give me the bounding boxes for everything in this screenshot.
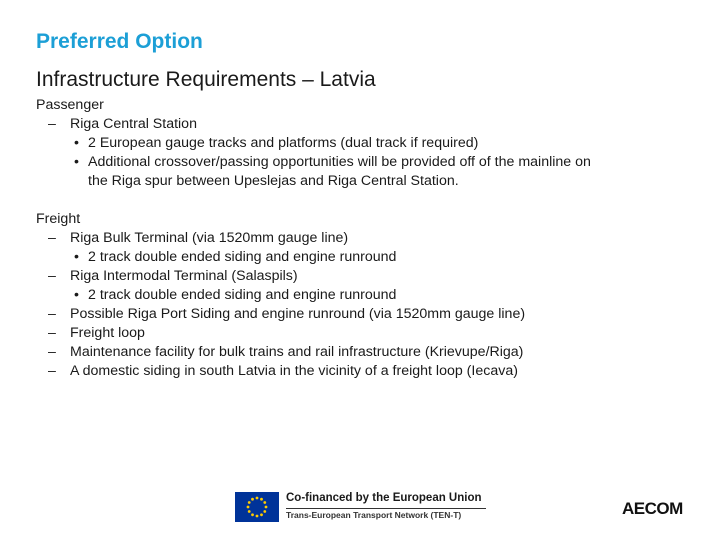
list-item [36, 267, 696, 286]
slide-subheading: Infrastructure Requirements – Latvia [36, 68, 376, 91]
list-item [36, 115, 696, 134]
list-item [36, 343, 696, 362]
passenger-title: Passenger [36, 97, 104, 113]
section-spacer [36, 191, 696, 210]
slide-heading: Preferred Option [36, 30, 203, 53]
dash-marker: – [48, 363, 56, 379]
aecom-logo: AECOM [622, 499, 683, 518]
list-item-label: Riga Bulk Terminal (via 1520mm gauge line) [70, 230, 349, 246]
dash-marker: – [48, 268, 56, 284]
dash-marker: – [48, 306, 56, 322]
slide-body [36, 96, 696, 381]
list-item-label: Possible Riga Port Siding and engine runround (via 1520mm gauge line) [70, 306, 526, 322]
dash-marker: – [48, 325, 56, 341]
list-subitem-text: Additional crossover/passing opportunities will be provided off of the mainline on [88, 154, 591, 170]
list-item [36, 305, 696, 324]
eu-flag-icon [235, 492, 279, 522]
list-item [36, 324, 696, 343]
bullet-marker: • [74, 249, 79, 265]
bullet-marker: • [74, 135, 79, 151]
list-item-label: Riga Central Station [70, 116, 197, 132]
dash-marker: – [48, 230, 56, 246]
list-item [36, 362, 696, 381]
ten-t-text: Trans-European Transport Network (TEN-T) [286, 510, 462, 520]
list-item-label: A domestic siding in south Latvia in the vicinity of a freight loop (Iecava) [70, 363, 518, 379]
list-subitem-text: 2 European gauge tracks and platforms (dual track if required) [88, 135, 479, 151]
dash-marker: – [48, 344, 56, 360]
bullet-marker: • [74, 287, 79, 303]
list-item-label: Riga Intermodal Terminal (Salaspils) [70, 268, 298, 284]
divider [286, 508, 486, 509]
list-subitem [36, 153, 696, 172]
list-item-label: Freight loop [70, 325, 145, 341]
bullet-marker: • [74, 154, 79, 170]
list-subitem [36, 248, 696, 267]
list-subitem-text: 2 track double ended siding and engine runround [88, 249, 397, 265]
eu-cofinance-banner [235, 490, 495, 524]
freight-title: Freight [36, 211, 81, 227]
dash-marker: – [48, 116, 56, 132]
list-item-label: Maintenance facility for bulk trains and rail infrastructure (Krievupe/Riga) [70, 344, 524, 360]
list-subitem [36, 134, 696, 153]
list-item [36, 229, 696, 248]
eu-cofinance-text: Co-financed by the European Union [286, 492, 482, 504]
list-subitem-continuation: the Riga spur between Upeslejas and Riga Central Station. [88, 173, 459, 189]
list-subitem-text: 2 track double ended siding and engine runround [88, 287, 397, 303]
list-subitem [36, 286, 696, 305]
